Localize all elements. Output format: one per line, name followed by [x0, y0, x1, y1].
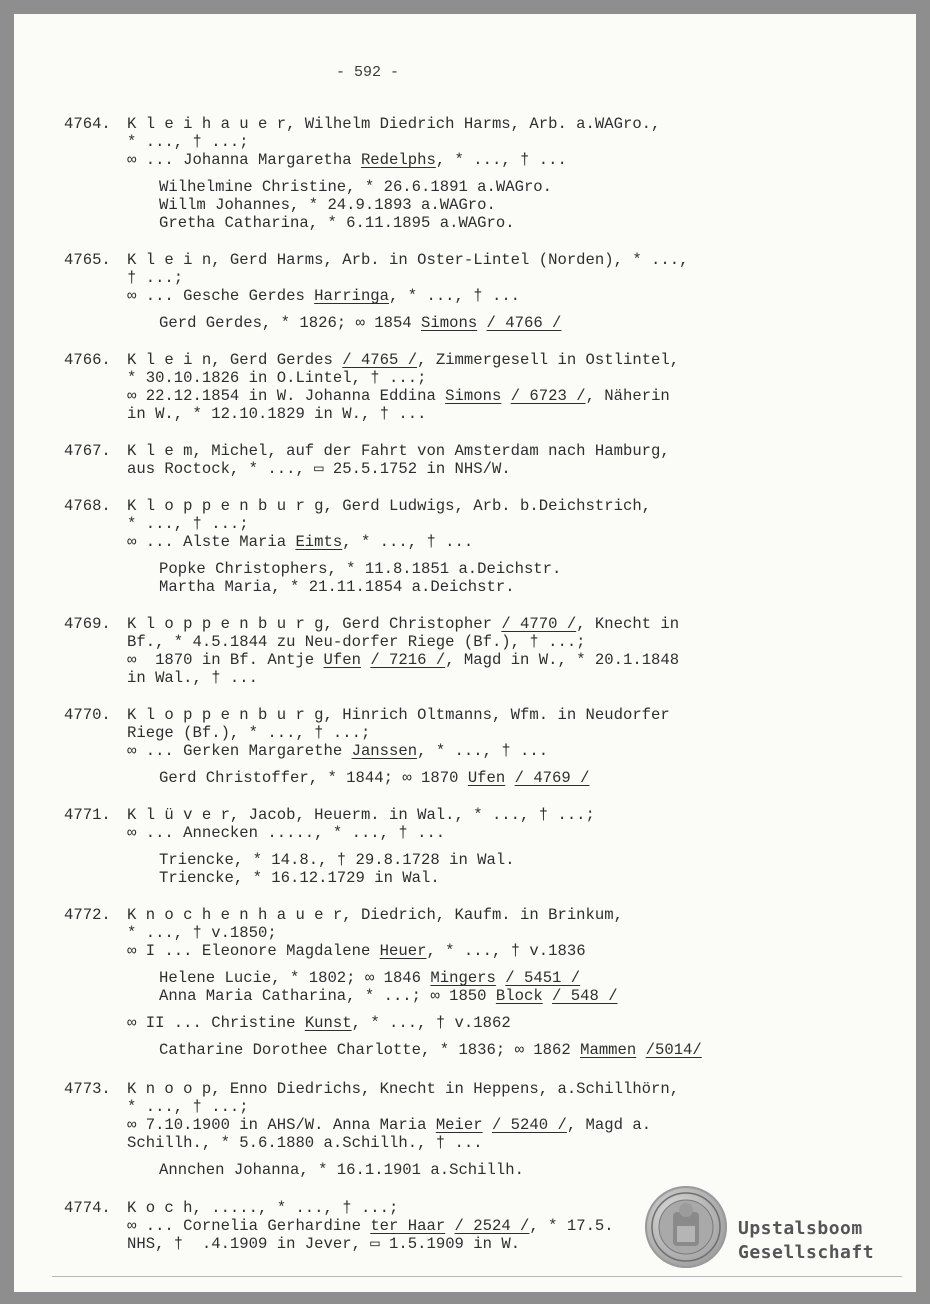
logo-text-line2: Gesellschaft — [738, 1242, 875, 1263]
line-text: in Wal., † ... — [127, 669, 259, 687]
underlined-name: / 6723 / — [510, 387, 586, 405]
entry-line — [127, 1235, 520, 1253]
child-line: Willm Johannes, * 24.9.1893 a.WAGro. — [159, 196, 496, 214]
entry-number: 4767. — [64, 442, 111, 460]
line-text: Riege (Bf.), * ..., † ...; — [127, 724, 371, 742]
entry-line — [127, 651, 679, 669]
underlined-name: Harringa — [314, 287, 390, 305]
line-text: K l e i n, Gerd Gerdes — [127, 351, 343, 369]
entry-line — [127, 906, 623, 924]
entry-line — [127, 442, 670, 460]
line-text: , Näherin — [585, 387, 670, 405]
entry-line — [127, 115, 660, 133]
underlined-name: / 2524 / — [454, 1217, 530, 1235]
entry-number: 4764. — [64, 115, 111, 133]
entry-line — [127, 1116, 651, 1134]
entry-line — [127, 405, 426, 423]
entry-line — [127, 669, 258, 687]
underlined-name: / 5240 / — [491, 1116, 567, 1134]
underlined-name: Ufen — [323, 651, 361, 669]
line-text: ∞ 1870 in Bf. Antje — [127, 651, 324, 669]
entry-number: 4765. — [64, 251, 111, 269]
line-text — [477, 314, 486, 332]
child-line — [159, 769, 589, 787]
entry-line — [127, 369, 426, 387]
line-text: K l o p p e n b u r g, Hinrich Oltmanns, Wfm. in Neudorfer — [127, 706, 670, 724]
line-text: Schillh., * 5.6.1880 a.Schillh., † ... — [127, 1134, 483, 1152]
child-line — [159, 1041, 702, 1059]
line-text: ∞ ... Alste Maria — [127, 533, 296, 551]
entry-line — [127, 269, 183, 287]
entry-number: 4773. — [64, 1080, 111, 1098]
line-text: , Knecht in — [576, 615, 680, 633]
underlined-name: Meier — [435, 1116, 483, 1134]
line-text: K l ü v e r, Jacob, Heuerm. in Wal., * ..., † ...; — [127, 806, 595, 824]
entry-line — [127, 1217, 614, 1235]
underlined-name: Heuer — [379, 942, 427, 960]
entry-number: 4766. — [64, 351, 111, 369]
line-text: , * ..., † ... — [417, 742, 549, 760]
child-line: Triencke, * 16.12.1729 in Wal. — [159, 869, 440, 887]
entry-number: 4768. — [64, 497, 111, 515]
footer-rule — [52, 1276, 902, 1277]
line-text — [483, 1116, 492, 1134]
underlined-name: / 4766 / — [486, 314, 562, 332]
line-text: ∞ ... Gesche Gerdes — [127, 287, 315, 305]
entry-number: 4770. — [64, 706, 111, 724]
underlined-name: Eimts — [295, 533, 343, 551]
line-text: Catharine Dorothee Charlotte, * 1836; ∞ 1862 — [159, 1041, 581, 1059]
line-text: K l e i n, Gerd Harms, Arb. in Oster-Lintel (Norden), * ..., — [127, 251, 689, 269]
line-text: , * ..., † v.1836 — [426, 942, 586, 960]
underlined-name: / 7216 / — [370, 651, 446, 669]
line-text: ∞ 22.12.1854 in W. Johanna Eddina — [127, 387, 446, 405]
underlined-name: Redelphs — [360, 151, 436, 169]
child-line — [159, 314, 561, 332]
entry-line — [127, 287, 520, 305]
line-text: Helene Lucie, * 1802; ∞ 1846 — [159, 969, 431, 987]
line-text — [636, 1041, 645, 1059]
entry-number: 4771. — [64, 806, 111, 824]
line-text: † ...; — [127, 269, 184, 287]
underlined-name: Kunst — [304, 1014, 352, 1032]
underlined-name: / 548 / — [552, 987, 618, 1005]
underlined-name: / 4765 / — [342, 351, 418, 369]
line-text — [543, 987, 552, 1005]
line-text: K l o p p e n b u r g, Gerd Ludwigs, Arb. b.Deichstrich, — [127, 497, 652, 515]
entry-line — [127, 497, 651, 515]
entry-line — [127, 151, 567, 169]
line-text: aus Roctock, * ..., ▭ 25.5.1752 in NHS/W. — [127, 460, 511, 478]
entry-line — [127, 706, 670, 724]
line-text: , Magd a. — [566, 1116, 652, 1134]
child-line: Martha Maria, * 21.11.1854 a.Deichstr. — [159, 578, 515, 596]
entry-number: 4772. — [64, 906, 111, 924]
line-text: ∞ II ... Christine — [127, 1014, 305, 1032]
logo-text-line1: Upstalsboom — [738, 1218, 863, 1239]
underlined-name: / 5451 / — [505, 969, 581, 987]
underlined-name: Mingers — [430, 969, 496, 987]
entry-number: 4774. — [64, 1199, 111, 1217]
line-text: * ..., † ...; — [127, 515, 249, 533]
underlined-name: Simons — [421, 314, 478, 332]
line-text — [445, 1217, 454, 1235]
line-text: Bf., * 4.5.1844 zu Neu-dorfer Riege (Bf.), † ...; — [127, 633, 586, 651]
entry-line — [127, 533, 473, 551]
line-text: , * ..., † ... — [342, 533, 474, 551]
child-line: Popke Christophers, * 11.8.1851 a.Deichstr. — [159, 560, 562, 578]
line-text: * ..., † v.1850; — [127, 924, 277, 942]
line-text: in W., * 12.10.1829 in W., † ... — [127, 405, 427, 423]
document-page — [14, 14, 916, 1292]
page-number: - 592 - — [336, 64, 400, 81]
underlined-name: Ufen — [467, 769, 506, 787]
line-text — [496, 969, 505, 987]
line-text — [505, 769, 514, 787]
line-text: , * ..., † ... — [435, 151, 567, 169]
underlined-name: Mammen — [580, 1041, 637, 1059]
entry-line — [127, 806, 595, 824]
entry-line — [127, 460, 511, 478]
child-line: Triencke, * 14.8., † 29.8.1728 in Wal. — [159, 851, 515, 869]
line-text: ∞ ... Johanna Margaretha — [127, 151, 361, 169]
entry-line — [127, 615, 679, 633]
entry-line — [127, 924, 277, 942]
line-text: , * 17.5. — [529, 1217, 614, 1235]
entry-line — [127, 387, 670, 405]
line-text: , * ..., † ... — [389, 287, 521, 305]
line-text: , Magd in W., * 20.1.1848 — [445, 651, 680, 669]
entry-line — [127, 515, 249, 533]
entry-line — [127, 633, 586, 651]
underlined-name: Block — [495, 987, 543, 1005]
line-text: , * ..., † v.1862 — [351, 1014, 511, 1032]
entry-line — [127, 351, 679, 369]
line-text: * ..., † ...; — [127, 1098, 249, 1116]
line-text: ∞ 7.10.1900 in AHS/W. Anna Maria — [127, 1116, 436, 1134]
entry-line — [127, 824, 445, 842]
entry-line — [127, 724, 370, 742]
child-line — [159, 987, 618, 1005]
society-seal-icon — [645, 1186, 727, 1268]
line-text: K n o o p, Enno Diedrichs, Knecht in Heppens, a.Schillhörn, — [127, 1080, 680, 1098]
entry-line — [127, 133, 249, 151]
line-text: K o c h, ....., * ..., † ...; — [127, 1199, 399, 1217]
line-text: , Zimmergesell in Ostlintel, — [417, 351, 680, 369]
entry-line — [127, 1080, 679, 1098]
line-text: ∞ ... Annecken ....., * ..., † ... — [127, 824, 446, 842]
line-text: ∞ ... Cornelia Gerhardine — [127, 1217, 371, 1235]
entry-line — [127, 1134, 483, 1152]
entry-line — [127, 1199, 398, 1217]
underlined-name: ter Haar — [370, 1217, 446, 1235]
line-text: Anna Maria Catharina, * ...; ∞ 1850 — [159, 987, 496, 1005]
entry-line — [127, 942, 586, 960]
line-text: K l e i h a u e r, Wilhelm Diedrich Harms, Arb. a.WAGro., — [127, 115, 661, 133]
line-text — [361, 651, 370, 669]
second-marriage-line — [127, 1014, 511, 1032]
line-text: NHS, † .4.1909 in Jever, ▭ 1.5.1909 in W. — [127, 1235, 521, 1253]
underlined-name: Simons — [445, 387, 502, 405]
child-line: Annchen Johanna, * 16.1.1901 a.Schillh. — [159, 1161, 524, 1179]
underlined-name: Janssen — [351, 742, 418, 760]
underlined-name: /5014/ — [645, 1041, 702, 1059]
line-text: ∞ ... Gerken Margarethe — [127, 742, 352, 760]
underlined-name: / 4769 / — [514, 769, 590, 787]
line-text: Gerd Christoffer, * 1844; ∞ 1870 — [159, 769, 468, 787]
line-text: K l e m, Michel, auf der Fahrt von Amsterdam nach Hamburg, — [127, 442, 670, 460]
child-line: Gretha Catharina, * 6.11.1895 a.WAGro. — [159, 214, 515, 232]
line-text: * ..., † ...; — [127, 133, 249, 151]
child-line — [159, 969, 580, 987]
entry-line — [127, 251, 688, 269]
line-text: K l o p p e n b u r g, Gerd Christopher — [127, 615, 502, 633]
underlined-name: / 4770 / — [501, 615, 577, 633]
line-text: * 30.10.1826 in O.Lintel, † ...; — [127, 369, 427, 387]
line-text: ∞ I ... Eleonore Magdalene — [127, 942, 380, 960]
line-text — [501, 387, 510, 405]
child-line: Wilhelmine Christine, * 26.6.1891 a.WAGro. — [159, 178, 553, 196]
line-text: K n o c h e n h a u e r, Diedrich, Kaufm. in Brinkum, — [127, 906, 623, 924]
entry-line — [127, 1098, 249, 1116]
entry-line — [127, 742, 548, 760]
line-text: Gerd Gerdes, * 1826; ∞ 1854 — [159, 314, 422, 332]
entry-number: 4769. — [64, 615, 111, 633]
